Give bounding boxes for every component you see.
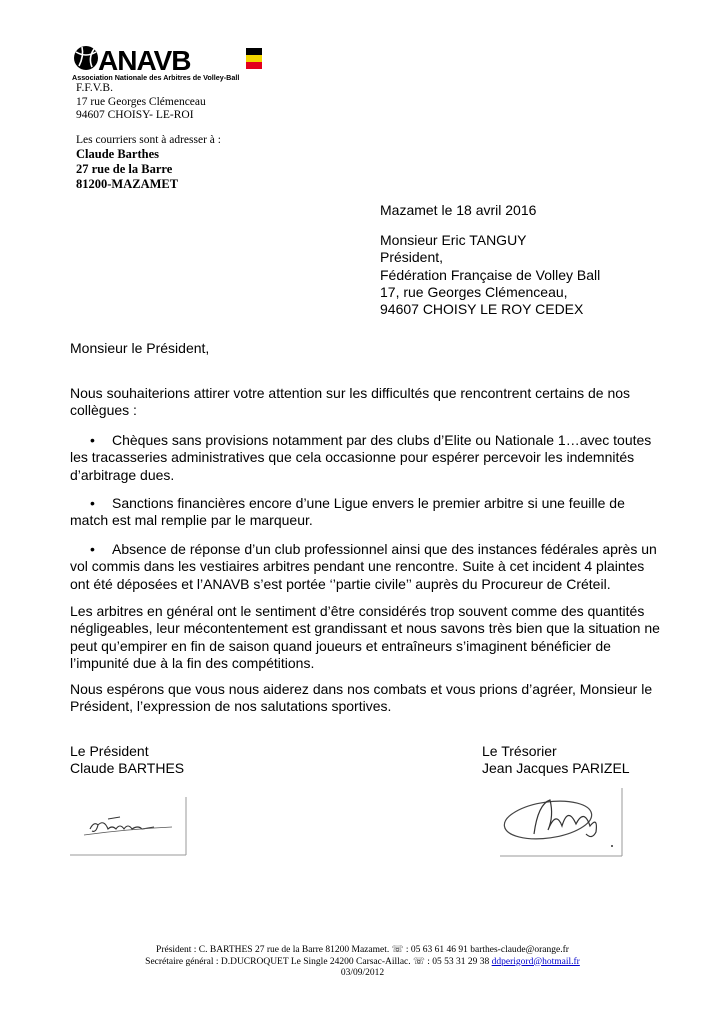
intro-paragraph (70, 385, 630, 420)
president-signature-block (70, 743, 184, 778)
bullet-line: Sanctions financières encore d’une Ligue envers le premier arbitre si une feuille de (112, 495, 625, 511)
salutation: Monsieur le Président, (70, 340, 210, 356)
bullet-icon: • (90, 432, 95, 448)
logo-tagline: Association Nationale des Arbitres de Volley-Ball (72, 73, 240, 82)
bullet-line: vol commis dans les vestiaires arbitres pendant une rencontre. Suite à cet incident 4 plaintes (70, 558, 645, 575)
bullet-line: Chèques sans provisions notamment par des clubs d’Elite ou Nationale 1…avec toutes (112, 432, 652, 448)
page-footer (0, 945, 725, 980)
logo-wordmark: ANAVB (98, 45, 191, 76)
footer-line-president: Président : C. BARTHES 27 rue de la Barre 81200 Mazamet. ☏ : 05 63 61 46 91 barthes-claude@orange.fr (156, 945, 569, 955)
correspondence-line: Claude Barthes (76, 147, 159, 161)
paragraph-line: l’impunité due à la fin des compétitions. (70, 654, 315, 671)
bullet-line: ont été déposées et l’ANAVB s’est portée ‘’partie civile’’ auprès du Procureur de Créteil. (70, 575, 611, 592)
paragraph-line: Nous espérons que vous nous aiderez dans nos combats et vous prions d’agréer, Monsieur le (70, 681, 653, 697)
recipient-line: 94607 CHOISY LE ROY CEDEX (380, 301, 584, 318)
treasurer-signature (498, 786, 626, 858)
bullet-item (70, 495, 625, 530)
recipient-address (380, 232, 600, 318)
signatory-title: Le Président (70, 743, 149, 759)
bullet-line: les tracasseries administratives que cela occasionne pour espérer percevoir les indemnités (70, 449, 635, 466)
footer-line-secretary (0, 957, 725, 969)
recipient-line: Fédération Française de Volley Ball (380, 266, 601, 283)
anavb-logo-graphic (70, 44, 270, 84)
bullet-line: Absence de réponse d’un club professionnel ainsi que des instances fédérales après un (112, 541, 657, 557)
footer-date: 03/09/2012 (340, 968, 385, 978)
signatory-name: Jean Jacques PARIZEL (482, 760, 630, 777)
correspondence-line: 81200-MAZAMET (76, 177, 179, 191)
footer-secretary-text: Secrétaire général : D.DUCROQUET Le Single 24200 Carsac-Aillac. ☏ : 05 53 31 29 38 (145, 956, 492, 967)
bullet-line: match est mal remplie par le marqueur. (70, 512, 313, 529)
paragraph-line: peut qu’empirer en fin de saison quand joueurs et entraîneurs s’imaginent bénéficier de (70, 637, 611, 654)
recipient-line: Président, (380, 249, 444, 266)
bullet-icon: • (90, 495, 95, 511)
bullet-icon: • (90, 541, 95, 557)
correspondence-address (76, 133, 221, 192)
sender-line: 17 rue Georges Clémenceau (76, 95, 206, 108)
correspondence-line: 27 rue de la Barre (76, 162, 173, 176)
treasurer-signature-block (482, 743, 630, 778)
correspondence-intro: Les courriers sont à adresser à : (76, 134, 221, 146)
secretary-email-link[interactable]: ddperigord@hotmail.fr (491, 956, 580, 967)
closing-paragraph (70, 681, 652, 716)
signatory-name: Claude BARTHES (70, 760, 185, 777)
paragraph-line: négligeables, leur mécontentement est grandissant et nous savons très bien que la situation ne (70, 620, 660, 637)
paragraph-line: Nous souhaiterions attirer votre attention sur les difficultés que rencontrent certains de nos (70, 385, 631, 401)
paragraph-line: collègues : (70, 402, 137, 419)
volleyball-icon (74, 46, 98, 70)
recipient-line: Monsieur Eric TANGUY (380, 232, 527, 248)
body-paragraph (70, 603, 660, 672)
bullet-item (70, 541, 657, 593)
sender-address (76, 82, 206, 123)
paragraph-line: Président, l’expression de nos salutations sportives. (70, 698, 392, 715)
letter-date: Mazamet le 18 avril 2016 (380, 202, 537, 218)
recipient-line: 17, rue Georges Clémenceau, (380, 283, 568, 300)
bullet-item (70, 432, 651, 484)
sender-line: F.F.V.B. (76, 82, 113, 94)
anavb-logo (70, 44, 270, 84)
bullet-line: d’arbitrage dues. (70, 466, 175, 483)
sender-line: 94607 CHOISY- LE-ROI (76, 109, 194, 121)
signatory-title: Le Trésorier (482, 743, 557, 759)
president-signature (68, 795, 190, 857)
paragraph-line: Les arbitres en général ont le sentiment d’être considérés trop souvent comme des quantités (70, 603, 645, 619)
